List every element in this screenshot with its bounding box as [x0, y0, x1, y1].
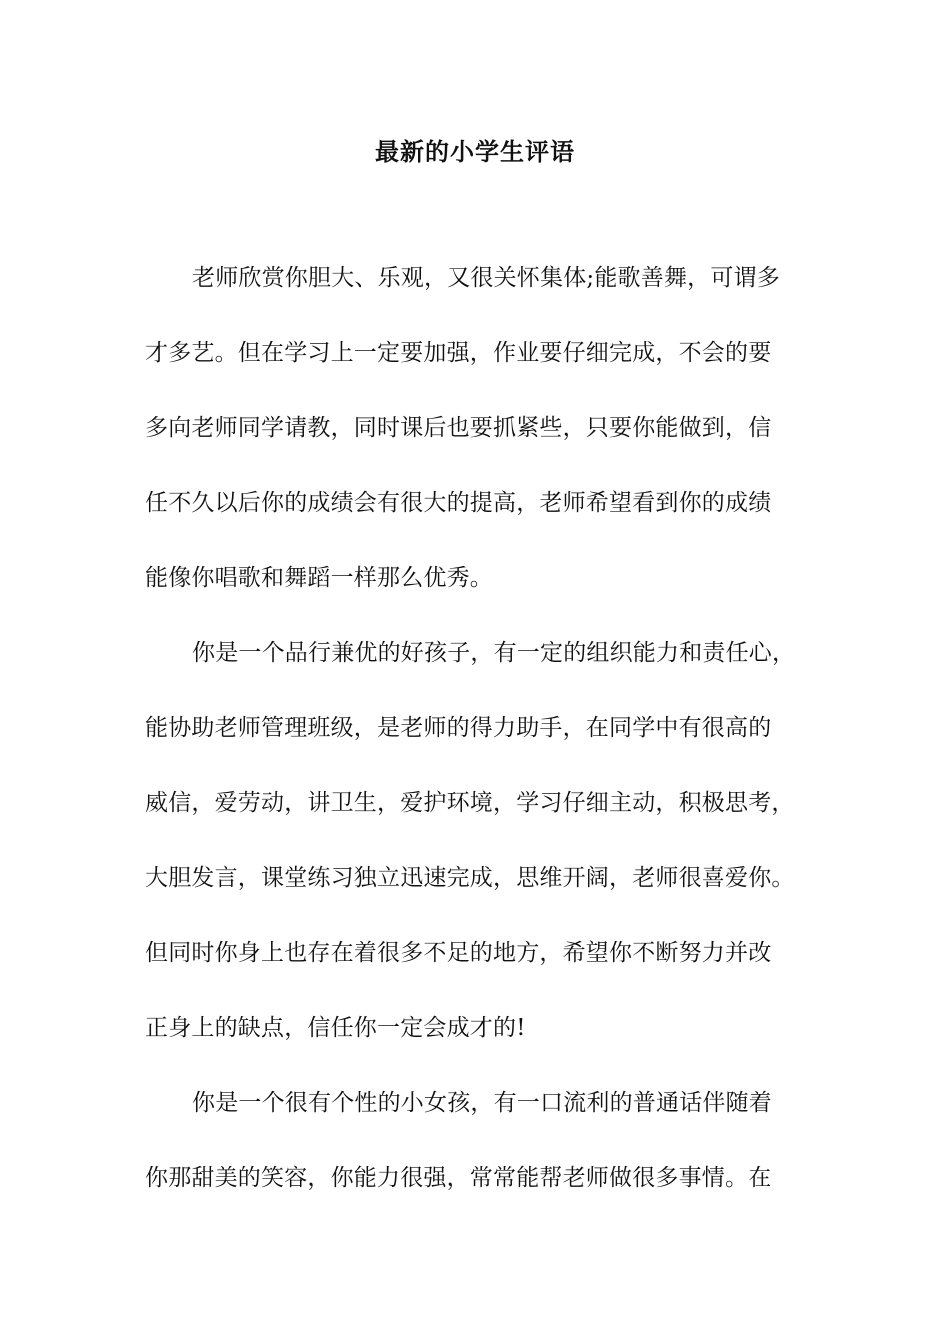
document-title: 最新的小学生评语 — [375, 137, 575, 166]
paragraph-1-line-4: 任不久以后你的成绩会有很大的提高，老师希望看到你的成绩 — [145, 490, 772, 516]
paragraph-2-line-5: 但同时你身上也存在着很多不足的地方，希望你不断努力并改 — [145, 940, 772, 966]
paragraph-2-line-4: 大胆发言，课堂练习独立迅速完成，思维开阔，老师很喜爱你。 — [145, 865, 795, 891]
paragraph-2-line-2: 能协助老师管理班级，是老师的得力助手，在同学中有很高的 — [145, 715, 772, 741]
document-body — [145, 258, 835, 1233]
paragraph-2-line-6: 正身上的缺点，信任你一定会成才的! — [145, 1015, 526, 1041]
paragraph-1-line-1: 老师欣赏你胆大、乐观，又很关怀集体;能歌善舞，可谓多 — [192, 265, 780, 291]
paragraph-1-line-3: 多向老师同学请教，同时课后也要抓紧些，只要你能做到，信 — [145, 415, 772, 441]
paragraph-2-line-1: 你是一个品行兼优的好孩子，有一定的组织能力和责任心， — [192, 640, 796, 666]
paragraph-1-line-5: 能像你唱歌和舞蹈一样那么优秀。 — [145, 565, 493, 591]
paragraph-3-line-1: 你是一个很有个性的小女孩，有一口流利的普通话伴随着 — [192, 1090, 772, 1116]
paragraph-3-line-2: 你那甜美的笑容，你能力很强，常常能帮老师做很多事情。在 — [145, 1165, 772, 1191]
paragraph-1-line-2: 才多艺。但在学习上一定要加强，作业要仔细完成，不会的要 — [145, 340, 772, 366]
paragraph-2-line-3: 威信，爱劳动，讲卫生，爱护环境，学习仔细主动，积极思考， — [145, 790, 795, 816]
